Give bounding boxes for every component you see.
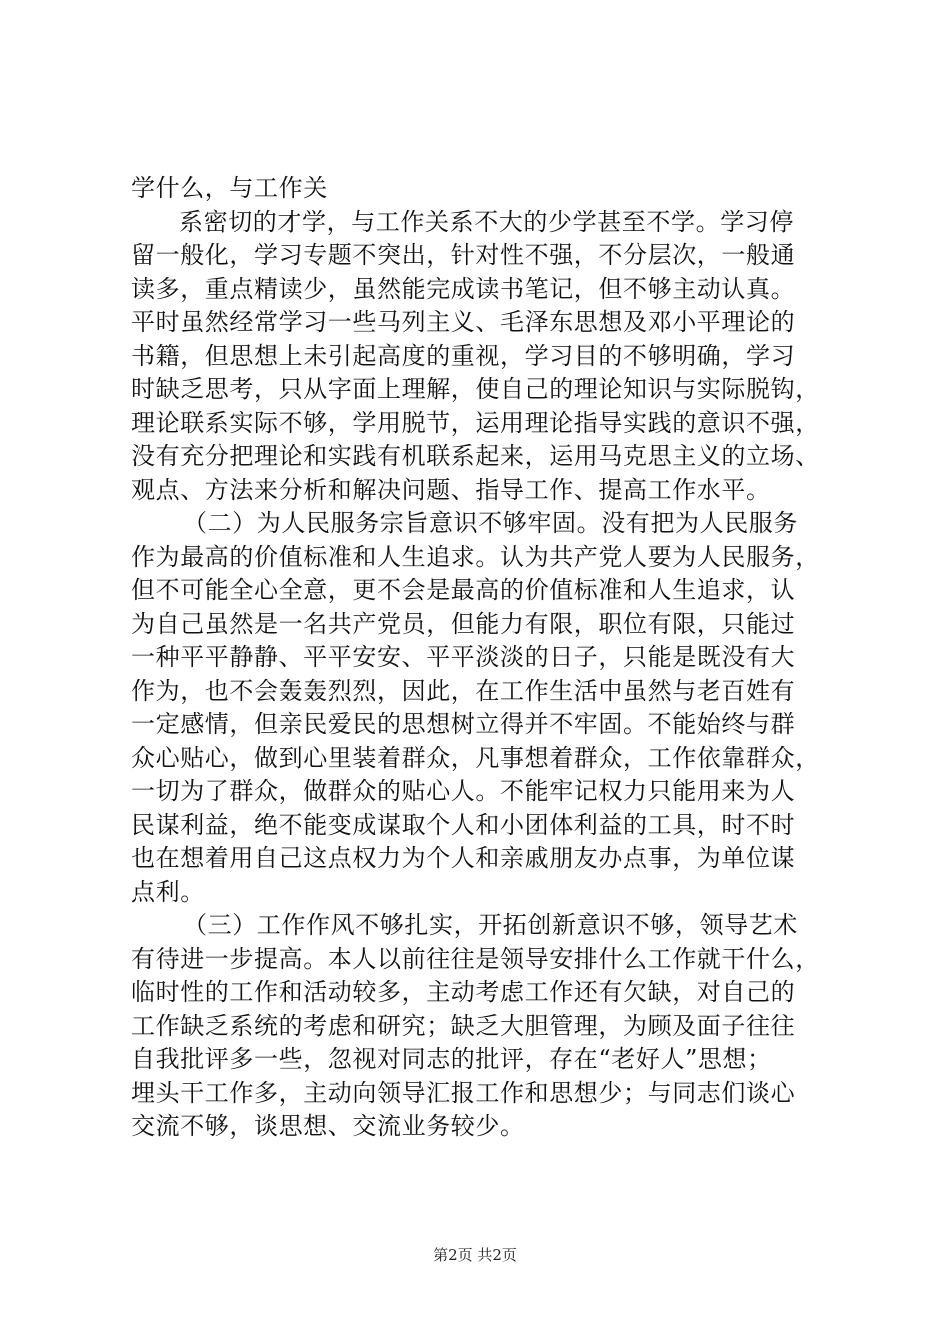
page-footer: [0, 1244, 950, 1265]
text-line: 有待进一步提高。本人以前往往是领导安排什么工作就干什么，: [131, 944, 820, 973]
text-line: 读多，重点精读少，虽然能完成读书笔记，但不够主动认真。: [131, 274, 796, 303]
text-line: 作为最高的价值标准和人生追求。认为共产党人要为人民服务，: [131, 542, 820, 571]
text-line: 也在想着用自己这点权力为个人和亲戚朋友办点事，为单位谋: [131, 844, 796, 872]
text-line: 埋头干工作多，主动向领导汇报工作和思想少；与同志们谈心: [131, 1078, 796, 1107]
text-line: 时缺乏思考，只从字面上理解，使自己的理论知识与实际脱钩，: [131, 375, 820, 403]
text-line: 自我批评多一些，忽视对同志的批评，存在“老好人”思想；: [131, 1045, 772, 1073]
text-line: 学什么，与工作关: [131, 174, 328, 202]
page-number-label: 第2页 共2页: [433, 1246, 517, 1264]
text-line: 系密切的才学，与工作关系不大的少学甚至不学。学习停: [179, 207, 794, 236]
text-line: 但不可能全心全意，更不会是最高的价值标准和人生追求，认: [131, 576, 796, 604]
text-line: 点利。: [131, 877, 205, 906]
document-body: [131, 172, 841, 1144]
text-line: 一种平平静静、平平安安、平平淡淡的日子，只能是既没有大: [131, 643, 796, 671]
text-line: 书籍，但思想上未引起高度的重视，学习目的不够明确，学习: [131, 341, 796, 370]
text-line: 民谋利益，绝不能变成谋取个人和小团体利益的工具，时不时: [131, 810, 796, 839]
text-line: 一定感情，但亲民爱民的思想树立得并不牢固。不能始终与群: [131, 710, 796, 738]
text-line: 交流不够，谈思想、交流业务较少。: [131, 1112, 525, 1140]
text-line: （二）为人民服务宗旨意识不够牢固。没有把为人民服务: [183, 509, 798, 537]
text-line: 理论联系实际不够，学用脱节，运用理论指导实践的意识不强，: [131, 408, 820, 437]
text-line: 众心贴心，做到心里装着群众，凡事想着群众，工作依靠群众，: [131, 743, 820, 772]
text-line: 临时性的工作和活动较多，主动考虑工作还有欠缺，对自己的: [131, 978, 796, 1006]
text-line: （三）工作作风不够扎实，开拓创新意识不够，领导艺术: [183, 911, 798, 939]
text-line: 作为，也不会轰轰烈烈，因此，在工作生活中虽然与老百姓有: [131, 676, 796, 705]
text-line: 留一般化，学习专题不突出，针对性不强，不分层次，一般通: [131, 241, 796, 269]
text-line: 一切为了群众，做群众的贴心人。不能牢记权力只能用来为人: [131, 777, 796, 805]
text-line: 平时虽然经常学习一些马列主义、毛泽东思想及邓小平理论的: [131, 308, 796, 336]
text-line: 工作缺乏系统的考虑和研究；缺乏大胆管理，为顾及面子往往: [131, 1011, 796, 1040]
text-line: 为自己虽然是一名共产党员，但能力有限，职位有限，只能过: [131, 609, 796, 638]
text-line: 观点、方法来分析和解决问题、指导工作、提高工作水平。: [131, 475, 771, 504]
text-line: 没有充分把理论和实践有机联系起来，运用马克思主义的立场、: [131, 442, 820, 470]
